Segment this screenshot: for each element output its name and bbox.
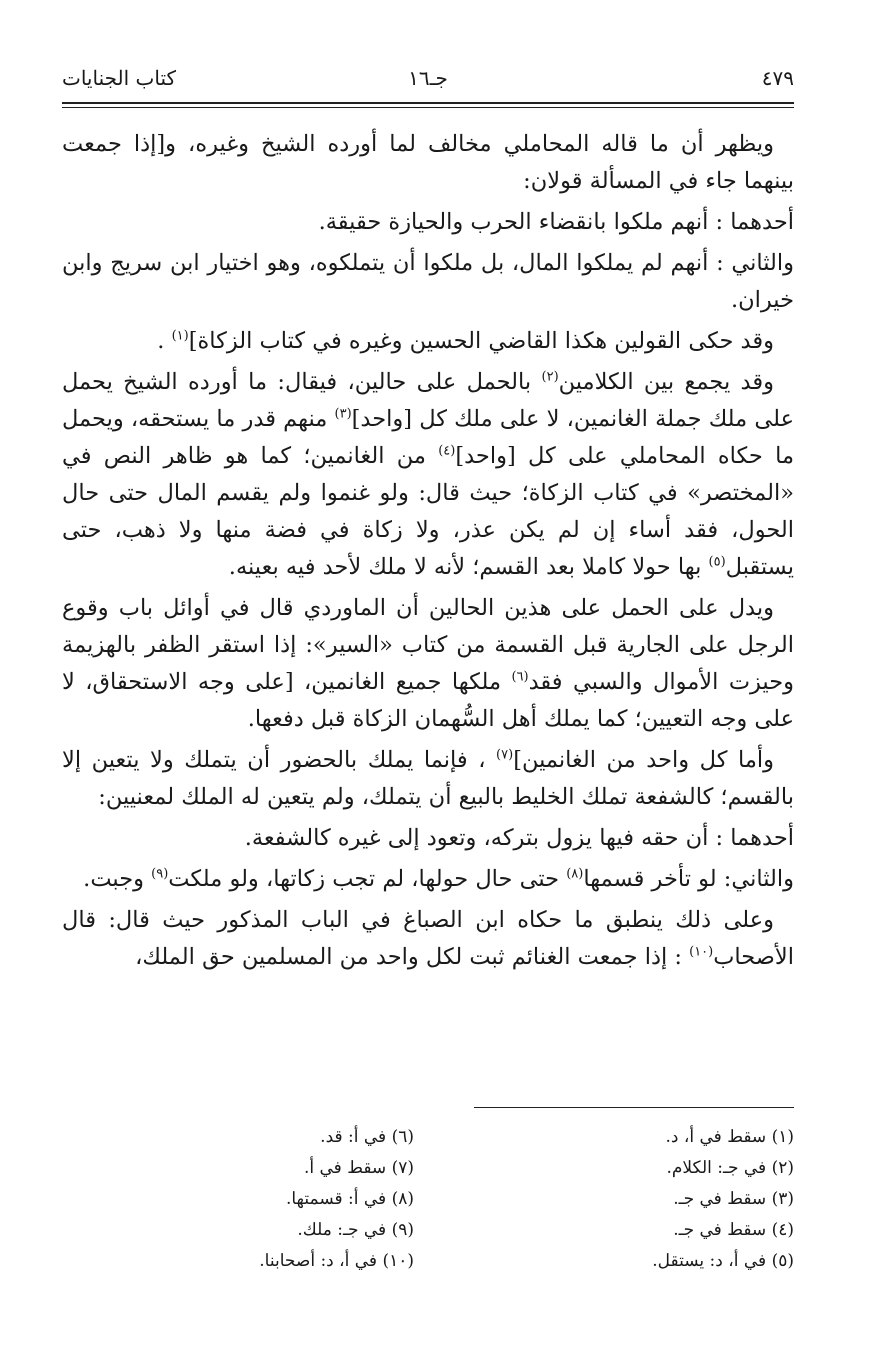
paragraph	[62, 820, 794, 857]
paragraph-text: والثاني : أنهم لم يملكوا المال، بل ملكوا أن يتملكوه، وهو اختيار ابن سريج وابن خيران.	[62, 250, 794, 313]
footnote-marker: (٩)	[151, 866, 169, 882]
footnotes-right-column	[494, 1122, 794, 1277]
footnote-item: (٩) في جـ: ملك.	[297, 1220, 414, 1240]
footnote-separator	[474, 1107, 794, 1108]
paragraph-text: ملكها جميع الغانمين، [على وجه الاستحقاق، لا على وجه التعيين؛ كما يملك أهل السُّهمان الزكاة قبل دفعها.	[62, 669, 794, 732]
footnote-item: (٢) في جـ: الكلام.	[666, 1158, 794, 1178]
volume-label: جـ١٦	[408, 66, 448, 90]
footnote-marker: (١٠)	[689, 944, 714, 960]
paragraph	[62, 323, 794, 360]
header-rule-thin	[62, 107, 794, 108]
book-title: كتاب الجنايات	[62, 66, 177, 90]
paragraph	[62, 902, 794, 976]
paragraph-text: ويدل على الحمل على هذين الحالين أن الماوردي قال في أوائل باب وقوع الرجل على الجارية قبل القسمة من كتاب «السير»: إذا استقر الظفر بالهزيمة وحيزت الأموال والسبي فقد	[62, 595, 794, 695]
footnote-marker: (٦)	[511, 669, 529, 685]
paragraph-text: والثاني: لو تأخر قسمها	[583, 866, 794, 892]
header-rule-thick	[62, 102, 794, 104]
paragraph-text: وجبت.	[83, 866, 152, 892]
footnote-marker: (١)	[171, 328, 189, 344]
paragraph-text: وقد حكى القولين هكذا القاضي الحسين وغيره في كتاب الزكاة]	[188, 328, 774, 354]
footnote-marker: (٥)	[708, 554, 726, 570]
paragraph-text: حتى حال حولها، لم تجب زكاتها، ولو ملكت	[168, 866, 567, 892]
paragraph	[62, 742, 794, 816]
footnote-marker: (٣)	[334, 406, 352, 422]
paragraph-text: ويظهر أن ما قاله المحاملي مخالف لما أورده الشيخ وغيره، و[إذا جمعت بينهما جاء في المسألة قولان:	[62, 131, 794, 194]
paragraph	[62, 204, 794, 241]
paragraph	[62, 245, 794, 319]
paragraph-text: أحدهما : أنهم ملكوا بانقضاء الحرب والحيازة حقيقة.	[318, 209, 794, 235]
paragraph-text: ، فإنما يملك بالحضور أن يتملك ولا يتعين إلا بالقسم؛ كالشفعة تملك الخليط بالبيع أن يتملك، ولم يتعين له الملك لمعنيين:	[62, 747, 794, 810]
paragraph-text: : إذا جمعت الغنائم ثبت لكل واحد من المسلمين حق الملك،	[135, 944, 690, 970]
paragraph	[62, 861, 794, 898]
footnote-marker: (٨)	[566, 866, 584, 882]
footnotes-left-column	[114, 1122, 414, 1277]
footnote-marker: (٢)	[541, 369, 559, 385]
paragraph-text: .	[157, 328, 172, 354]
footnote-marker: (٧)	[496, 747, 514, 763]
footnote-item: (٥) في أ، د: يستقل.	[652, 1251, 794, 1271]
running-header	[62, 62, 794, 98]
book-page	[62, 62, 794, 1271]
footnote-item: (١) سقط في أ، د.	[665, 1127, 794, 1147]
paragraph-text: من الغانمين؛ كما هو ظاهر النص في «المختصر» في كتاب الزكاة؛ حيث قال: ولو غنموا ولم يقسم المال حتى حال الحول، فقد أساء إن لم يكن عذر، ولا زكاة في فضة منها ولا ذهب، حتى يستقبل	[62, 443, 794, 580]
footnote-marker: (٤)	[438, 443, 456, 459]
paragraph-text: وعلى ذلك ينطبق ما حكاه ابن الصباغ في الباب المذكور حيث قال: قال الأصحاب	[62, 907, 794, 970]
paragraph-text: بالحمل على حالين، فيقال: ما أورده الشيخ يحمل على ملك جملة الغانمين، لا على ملك كل [واحد]	[62, 369, 794, 432]
footnote-item: (٧) سقط في أ.	[303, 1158, 414, 1178]
main-text	[62, 126, 794, 976]
paragraph-text: منهم قدر ما يستحقه، ويحمل ما حكاه المحاملي على كل [واحد]	[62, 406, 794, 469]
footnote-item: (٤) سقط في جـ.	[673, 1220, 794, 1240]
paragraph-text: أحدهما : أن حقه فيها يزول بتركه، وتعود إلى غيره كالشفعة.	[244, 825, 794, 851]
paragraph	[62, 590, 794, 738]
paragraph-text: وقد يجمع بين الكلامين	[558, 369, 774, 395]
footnote-item: (٨) في أ: قسمتها.	[285, 1189, 414, 1209]
paragraph-text: وأما كل واحد من الغانمين]	[513, 747, 774, 773]
paragraph	[62, 364, 794, 586]
paragraph	[62, 126, 794, 200]
page-number: ٤٧٩	[761, 66, 794, 90]
footnote-item: (٣) سقط في جـ.	[673, 1189, 794, 1209]
footnote-item: (٦) في أ: قد.	[320, 1127, 414, 1147]
footnote-item: (١٠) في أ، د: أصحابنا.	[259, 1251, 414, 1271]
paragraph-text: بها حولا كاملا بعد القسم؛ لأنه لا ملك لأحد فيه بعينه.	[228, 554, 709, 580]
